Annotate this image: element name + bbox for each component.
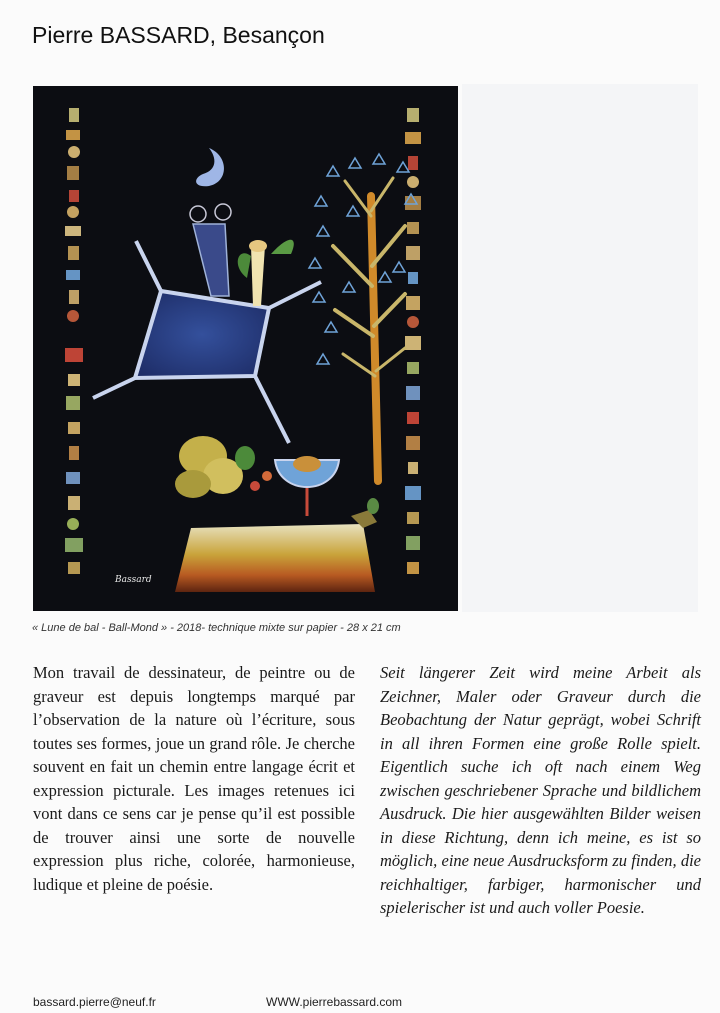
facing-page-title-show-through <box>358 22 720 52</box>
footer-email-link[interactable]: bassard.pierre@neuf.fr <box>33 995 156 1009</box>
text-column-german: Seit längerer Zeit wird meine Arbeit als Zeichner, Maler oder Graveur durch die Beobachtung der Natur geprägt, wobei Schrift in all ihren Formen eine große Rolle spielt. Eigentlich suche ich oft nach einem Weg zwischen geschriebener Sprache und bildlichem Ausdruck. Die hier ausgewählten Bilder weisen in diese Richtung, denn ich meine, es ist so möglich, eine neue Ausdrucksform zu finden, die reichhaltiger, farbiger, harmonischer und spielerischer ist und auch voller Poesie. <box>380 663 701 917</box>
facing-page-show-through <box>462 84 698 612</box>
artwork-image <box>33 86 458 611</box>
text-column-french: Mon travail de dessinateur, de peintre ou de graveur est depuis longtemps marqué par l’observation de la nature où l’écriture, sous toutes ses formes, joue un grand rôle. Je cherche souvent en fait un chemin entre langage écrit et expression picturale. Les images retenues ici vont dans ce sens car je pense qu’il est possible de trouver ainsi une sorte de nouvelle expression plus riche, colorée, harmonieuse, ludique et pleine de poésie. <box>33 663 355 894</box>
plinth-block <box>175 524 375 592</box>
footer-website-link[interactable]: WWW.pierrebassard.com <box>266 995 403 1009</box>
artist-signature: Bassard <box>115 575 152 585</box>
page-title: Pierre BASSARD, Besançon <box>32 22 325 48</box>
artwork-caption: « Lune de bal - Ball-Mond » - 2018- technique mixte sur papier - 28 x 21 cm <box>32 622 401 634</box>
artwork-painting <box>33 86 458 611</box>
